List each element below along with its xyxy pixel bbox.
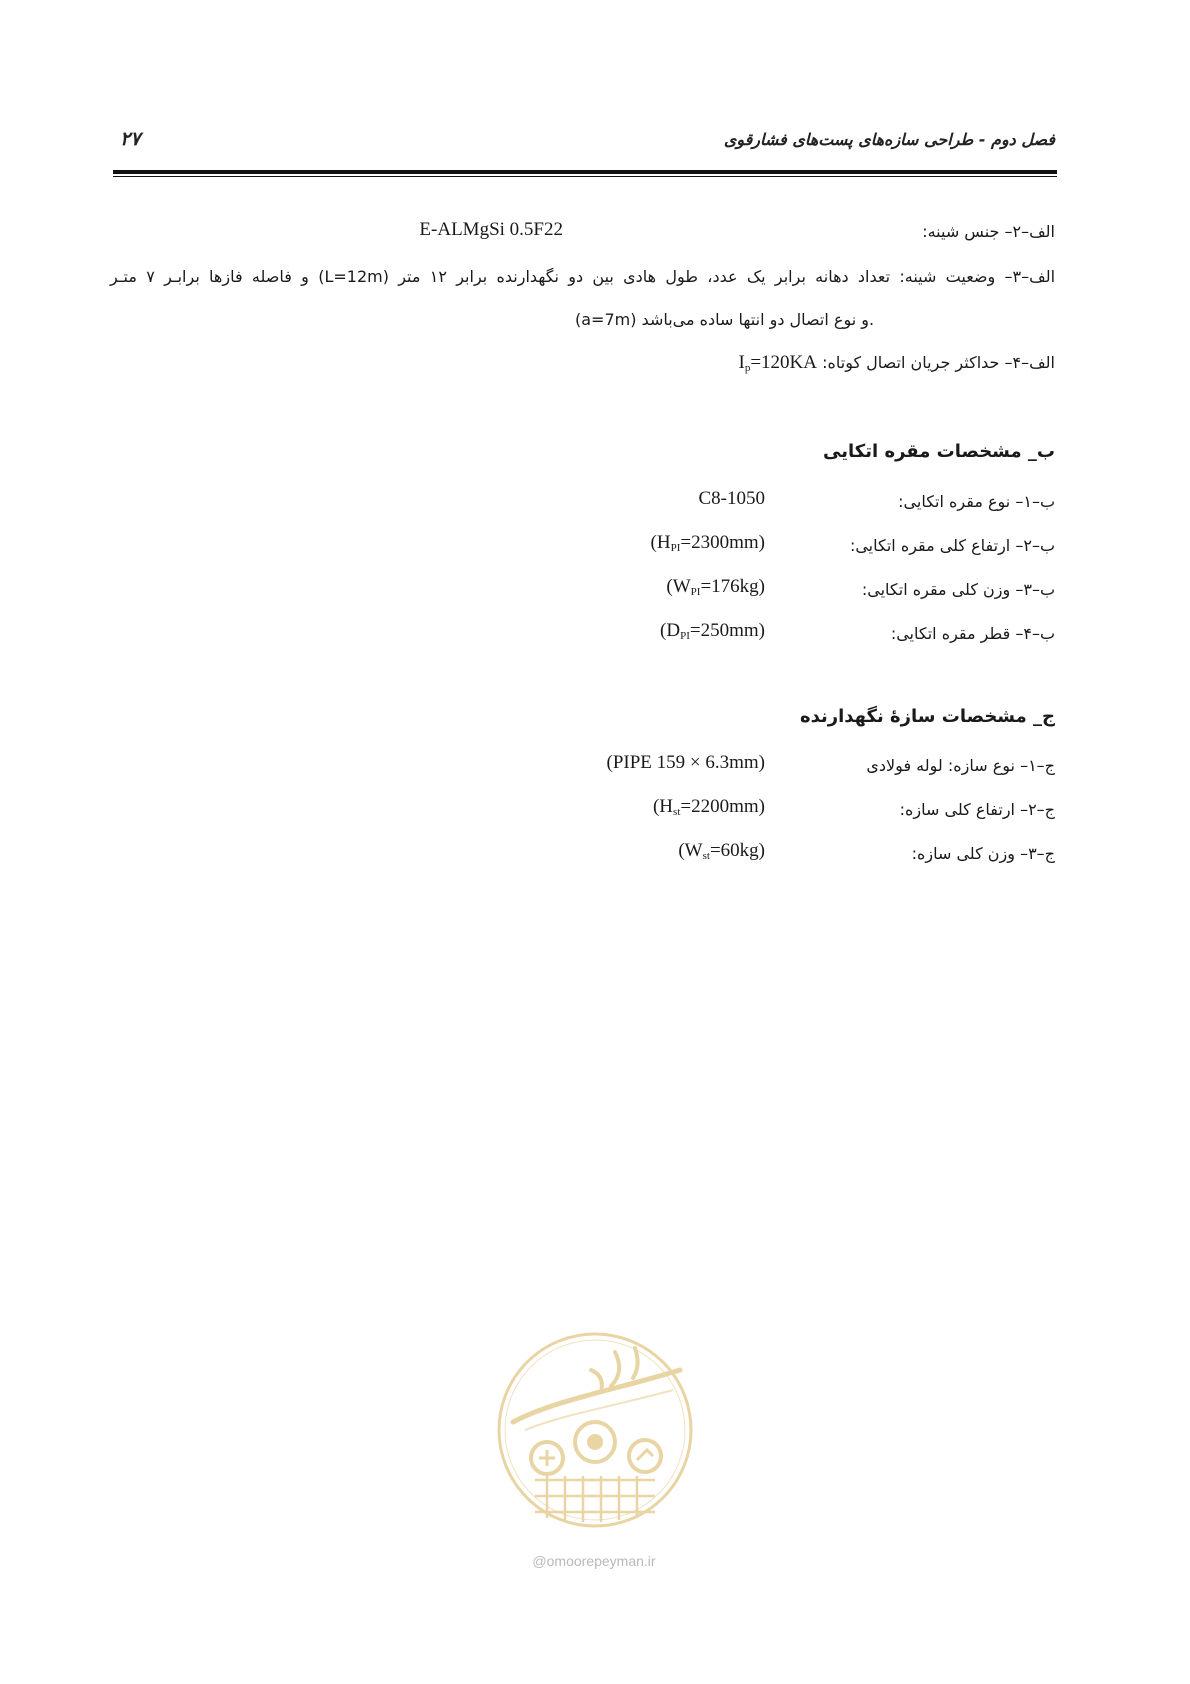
page-number: ۲۷	[120, 128, 141, 150]
b4-label: ب–۴– قطر مقره اتکایی:	[890, 624, 1055, 643]
a2-label: الف–۲– جنس شینه:	[922, 222, 1055, 241]
c1-label: ج–۱– نوع سازه: لوله فولادی	[866, 756, 1055, 775]
section-c-heading: ج_ مشخصات سازهٔ نگهدارنده	[799, 706, 1055, 727]
watermark-logo-icon	[495, 1330, 695, 1530]
b4-value: $(D_{PI}=250mm)$	[660, 620, 765, 642]
b2-label: ب–۲– ارتفاع کلی مقره اتکایی:	[849, 536, 1055, 555]
c2-label: ج–۲– ارتفاع کلی سازه:	[899, 800, 1055, 819]
c2-value: $(H_{st}=2200mm)$	[652, 796, 765, 818]
a4-line	[739, 352, 1055, 379]
watermark-url: @omoorepeyman.ir	[532, 1553, 656, 1569]
b3-value: $(W_{PI}=176kg)$	[666, 576, 765, 598]
b1-value: C8-1050	[698, 488, 765, 509]
a3-line-1: الف–۳– وضعیت شینه: تعداد دهانه برابر یک عدد، طول هادی بین دو نگهدارنده برابر ۱۲ متر (L=12m) و فاصله فازها برابـر ۷ متـر	[110, 267, 1056, 286]
header-rule-thick	[113, 170, 1057, 174]
chapter-title: فصل دوم - طراحی سازه‌های پست‌های فشارقوی	[723, 130, 1055, 149]
a4-value: $I_p=120KA$	[738, 352, 818, 374]
b1-label: ب–۱– نوع مقره اتکایی:	[898, 492, 1055, 511]
c3-label: ج–۳– وزن کلی سازه:	[911, 844, 1055, 863]
c1-value: (PIPE 159 × 6.3mm)	[606, 752, 765, 773]
b2-value: $(H_{PI}=2300mm)$	[650, 532, 765, 554]
header-rule-thin	[113, 176, 1057, 177]
a2-value: E-ALMgSi 0.5F22	[419, 219, 563, 240]
section-b-heading: ب_ مشخصات مقره اتکایی	[823, 441, 1055, 462]
c3-value: $(W_{st}=60kg)$	[678, 840, 765, 862]
a4-label: الف–۴– حداکثر جریان اتصال کوتاه:	[822, 353, 1055, 372]
a3-line-2: (a=7m) و نوع اتصال دو انتها ساده می‌باشد.	[575, 310, 875, 329]
b3-label: ب–۳– وزن کلی مقره اتکایی:	[861, 580, 1055, 599]
